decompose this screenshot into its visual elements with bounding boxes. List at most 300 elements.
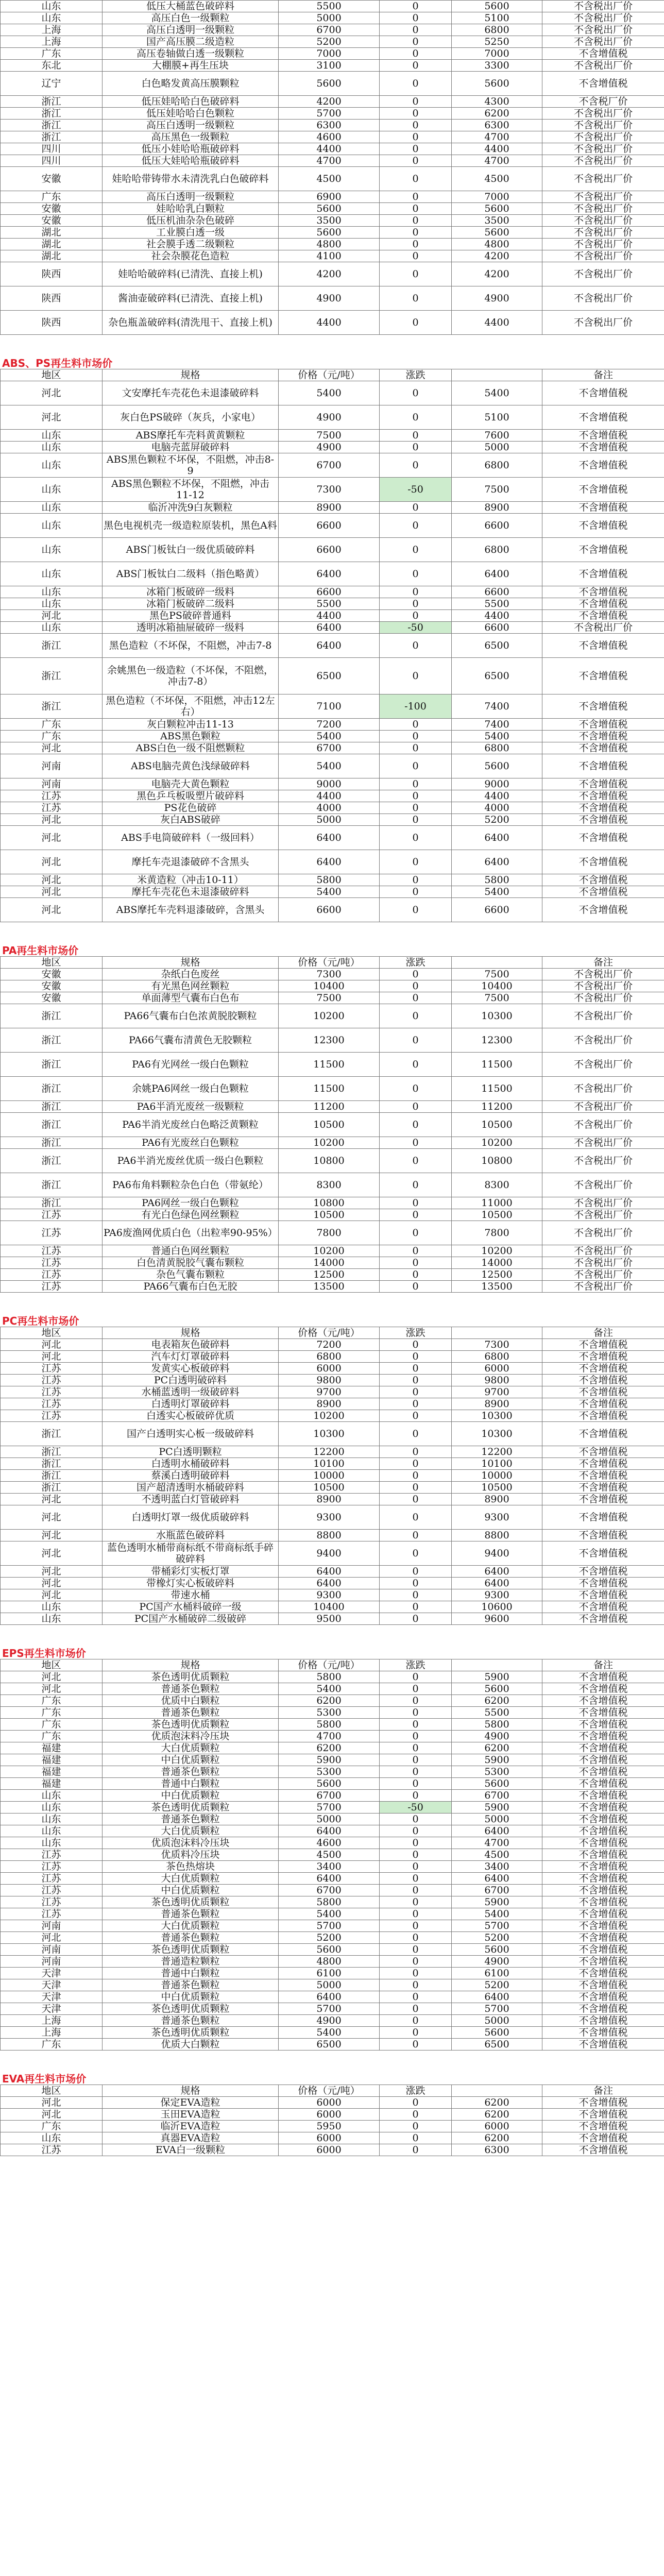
region-cell: 河北 xyxy=(1,381,103,405)
region-cell: 河北 xyxy=(1,405,103,430)
change-cell: 0 xyxy=(380,72,452,96)
column-header: 备注 xyxy=(542,369,664,381)
change-cell: 0 xyxy=(380,2109,452,2121)
change-cell: 0 xyxy=(380,538,452,562)
region-cell: 浙江 xyxy=(1,634,103,658)
price-cell: 4700 xyxy=(279,155,380,167)
note-cell: 不含增值税 xyxy=(542,598,664,610)
section-title: PA再生料市场价 xyxy=(2,944,79,957)
spec-cell: 不透明蓝白灯管破碎料 xyxy=(103,1494,279,1505)
change-cell: 0 xyxy=(380,227,452,239)
previous-price-cell: 14000 xyxy=(452,1257,542,1269)
note-cell: 不含增值税 xyxy=(542,658,664,694)
region-cell: 河北 xyxy=(1,1494,103,1505)
change-cell: 0 xyxy=(380,203,452,215)
note-cell: 不含增值税 xyxy=(542,1742,664,1754)
previous-price-cell: 6200 xyxy=(452,1695,542,1707)
note-cell: 不含税出厂价 xyxy=(542,286,664,311)
note-cell: 不含增值税 xyxy=(542,2015,664,2027)
spec-cell: 摩托车壳退漆破碎不含黑头 xyxy=(103,850,279,874)
column-header: 地区 xyxy=(1,369,103,381)
price-cell: 3100 xyxy=(279,60,380,72)
spec-cell: 白透明灯罩一级优质破碎料 xyxy=(103,1505,279,1530)
previous-price-cell: 5300 xyxy=(452,1766,542,1778)
change-cell: 0 xyxy=(380,311,452,335)
spec-cell: 黑色造粒（不坏保，不阻燃，冲击7-8 xyxy=(103,634,279,658)
spec-cell: PA66气囊布白色无胶 xyxy=(103,1281,279,1293)
change-cell: 0 xyxy=(380,1896,452,1908)
change-cell: 0 xyxy=(380,1458,452,1470)
previous-price-cell: 12200 xyxy=(452,1446,542,1458)
note-cell: 不含税出厂价 xyxy=(542,1077,664,1101)
price-cell: 9300 xyxy=(279,1505,380,1530)
price-cell: 11500 xyxy=(279,1053,380,1077)
region-cell: 浙江 xyxy=(1,1197,103,1209)
note-cell: 不含增值税 xyxy=(542,634,664,658)
change-cell: 0 xyxy=(380,108,452,120)
region-cell: 山东 xyxy=(1,502,103,514)
change-cell: 0 xyxy=(380,1589,452,1601)
previous-price-cell: 5600 xyxy=(452,1683,542,1695)
spec-cell: 茶色透明优质颗粒 xyxy=(103,1896,279,1908)
price-cell: 6700 xyxy=(279,453,380,478)
table-row xyxy=(1,1149,664,1173)
change-cell: 0 xyxy=(380,1173,452,1197)
region-cell: 上海 xyxy=(1,2027,103,2039)
region-cell: 安徽 xyxy=(1,992,103,1004)
price-cell: 5400 xyxy=(279,2027,380,2039)
note-cell: 不含税出厂价 xyxy=(542,143,664,155)
previous-price-cell: 9700 xyxy=(452,1386,542,1398)
column-header: 地区 xyxy=(1,2085,103,2097)
region-cell: 江苏 xyxy=(1,790,103,802)
previous-price-cell: 6200 xyxy=(452,1742,542,1754)
region-cell: 山东 xyxy=(1,1814,103,1825)
spec-cell: 普通茶色颗粒 xyxy=(103,1932,279,1944)
change-cell: 0 xyxy=(380,778,452,790)
column-header: 规格 xyxy=(103,2085,279,2097)
price-cell: 8300 xyxy=(279,1173,380,1197)
note-cell: 不含增值税 xyxy=(542,1861,664,1873)
table-header-row xyxy=(1,369,664,381)
previous-price-cell: 10400 xyxy=(452,980,542,992)
note-cell: 不含增值税 xyxy=(542,430,664,442)
table-header-row xyxy=(1,1659,664,1671)
column-header: 涨跌 xyxy=(380,1327,452,1339)
note-cell: 不含增值税 xyxy=(542,1422,664,1446)
column-header: 备注 xyxy=(542,1659,664,1671)
previous-price-cell: 5200 xyxy=(452,1979,542,1991)
change-cell: 0 xyxy=(380,1790,452,1802)
previous-price-cell: 5600 xyxy=(452,72,542,96)
price-cell: 4900 xyxy=(279,442,380,453)
previous-price-cell: 5000 xyxy=(452,2015,542,2027)
price-cell: 10200 xyxy=(279,1245,380,1257)
change-cell: 0 xyxy=(380,1991,452,2003)
previous-price-cell: 6400 xyxy=(452,1873,542,1885)
table-row xyxy=(1,1363,664,1375)
spec-cell: 冰箱门板破碎一级料 xyxy=(103,586,279,598)
spec-cell: 国产超清透明水桶破碎料 xyxy=(103,1482,279,1494)
change-cell: 0 xyxy=(380,453,452,478)
price-cell: 6400 xyxy=(279,1991,380,2003)
region-cell: 山东 xyxy=(1,1802,103,1814)
note-cell: 不含增值税 xyxy=(542,1339,664,1351)
region-cell: 河北 xyxy=(1,1671,103,1683)
table-row xyxy=(1,1053,664,1077)
region-cell: 浙江 xyxy=(1,120,103,131)
note-cell: 不含增值税 xyxy=(542,1908,664,1920)
change-cell: 0 xyxy=(380,1920,452,1932)
region-cell: 江苏 xyxy=(1,1410,103,1422)
region-cell: 浙江 xyxy=(1,1422,103,1446)
price-cell: 5600 xyxy=(279,1944,380,1956)
spec-cell: 茶色热熔块 xyxy=(103,1861,279,1873)
spec-cell: 优质泡沫料冷压块 xyxy=(103,1731,279,1742)
table-row xyxy=(1,1873,664,1885)
region-cell: 安徽 xyxy=(1,980,103,992)
region-cell: 陕西 xyxy=(1,311,103,335)
region-cell: 河北 xyxy=(1,874,103,886)
price-cell: 6000 xyxy=(279,2132,380,2144)
spec-cell: 杂色瓶盖破碎料(清洗甩干、直接上机) xyxy=(103,311,279,335)
previous-price-cell: 6600 xyxy=(452,898,542,922)
price-section xyxy=(0,1293,664,1625)
spec-cell: 茶色透明优质颗粒 xyxy=(103,2027,279,2039)
spec-cell: 余姚黑色一级造粒（不坏保，不阻燃，冲击7-8） xyxy=(103,658,279,694)
price-cell: 7200 xyxy=(279,1339,380,1351)
change-cell: 0 xyxy=(380,1968,452,1979)
spec-cell: 酱油壶破碎料(已清洗、直接上机) xyxy=(103,286,279,311)
table-row xyxy=(1,778,664,790)
previous-price-cell: 6200 xyxy=(452,2132,542,2144)
previous-price-cell: 7000 xyxy=(452,191,542,203)
price-cell: 10800 xyxy=(279,1197,380,1209)
spec-cell: 蔡溪白透明破碎料 xyxy=(103,1470,279,1482)
note-cell: 不含税出厂价 xyxy=(542,1209,664,1221)
column-header xyxy=(452,369,542,381)
spec-cell: PS花色破碎 xyxy=(103,802,279,814)
column-header: 备注 xyxy=(542,957,664,969)
region-cell: 山东 xyxy=(1,598,103,610)
note-cell: 不含增值税 xyxy=(542,1778,664,1790)
price-table xyxy=(0,956,664,1293)
change-cell: 0 xyxy=(380,1221,452,1245)
note-cell: 不含增值税 xyxy=(542,2109,664,2121)
region-cell: 山东 xyxy=(1,586,103,598)
previous-price-cell: 10300 xyxy=(452,1422,542,1446)
note-cell: 不含税出厂价 xyxy=(542,167,664,191)
table-row xyxy=(1,538,664,562)
price-cell: 4200 xyxy=(279,262,380,286)
table-row xyxy=(1,1339,664,1351)
column-header: 规格 xyxy=(103,1327,279,1339)
region-cell: 河北 xyxy=(1,1578,103,1589)
note-cell: 不含税出厂价 xyxy=(542,311,664,335)
note-cell: 不含税出厂价 xyxy=(542,1173,664,1197)
change-cell: 0 xyxy=(380,1269,452,1281)
change-cell: 0 xyxy=(380,2027,452,2039)
previous-price-cell: 5700 xyxy=(452,2003,542,2015)
previous-price-cell: 4700 xyxy=(452,1837,542,1849)
table-row xyxy=(1,1968,664,1979)
table-row xyxy=(1,215,664,227)
change-cell: 0 xyxy=(380,1077,452,1101)
note-cell: 不含增值税 xyxy=(542,814,664,826)
price-cell: 10800 xyxy=(279,1149,380,1173)
change-cell: 0 xyxy=(380,2039,452,2050)
section-gap xyxy=(0,1625,664,1648)
price-cell: 5400 xyxy=(279,731,380,742)
spec-cell: 低压娃哈哈白色破碎料 xyxy=(103,96,279,108)
previous-price-cell: 5100 xyxy=(452,12,542,24)
region-cell: 江苏 xyxy=(1,1386,103,1398)
previous-price-cell: 12500 xyxy=(452,1269,542,1281)
spec-cell: 普通白色网丝颗粒 xyxy=(103,1245,279,1257)
table-row xyxy=(1,1101,664,1113)
previous-price-cell: 8900 xyxy=(452,502,542,514)
spec-cell: 白透明灯罩破碎料 xyxy=(103,1398,279,1410)
previous-price-cell: 4200 xyxy=(452,250,542,262)
spec-cell: 娃哈哈破碎料(已清洗、直接上机) xyxy=(103,262,279,286)
spec-cell: 大白优质颗粒 xyxy=(103,1920,279,1932)
spec-cell: 高压白透明一级颗粒 xyxy=(103,191,279,203)
price-cell: 9400 xyxy=(279,1541,380,1566)
price-cell: 10200 xyxy=(279,1410,380,1422)
spec-cell: 优质料冷压块 xyxy=(103,1849,279,1861)
price-section xyxy=(0,922,664,1293)
note-cell: 不含税出厂价 xyxy=(542,1281,664,1293)
note-cell: 不含增值税 xyxy=(542,1541,664,1566)
previous-price-cell: 6500 xyxy=(452,658,542,694)
spec-cell: 茶色透明优质颗粒 xyxy=(103,1944,279,1956)
change-cell: 0 xyxy=(380,442,452,453)
spec-cell: PA6半消光废丝一级颗粒 xyxy=(103,1101,279,1113)
table-row xyxy=(1,658,664,694)
spec-cell: 摩托车壳花色未退漆破碎料 xyxy=(103,886,279,898)
region-cell: 福建 xyxy=(1,1754,103,1766)
table-row xyxy=(1,2144,664,2156)
region-cell: 江苏 xyxy=(1,1398,103,1410)
table-row xyxy=(1,969,664,980)
price-cell: 4500 xyxy=(279,167,380,191)
region-cell: 河北 xyxy=(1,1339,103,1351)
note-cell: 不含增值税 xyxy=(542,1671,664,1683)
previous-price-cell: 8900 xyxy=(452,1494,542,1505)
price-cell: 6000 xyxy=(279,2109,380,2121)
region-cell: 河南 xyxy=(1,1956,103,1968)
region-cell: 天津 xyxy=(1,1979,103,1991)
region-cell: 江苏 xyxy=(1,1269,103,1281)
change-cell: 0 xyxy=(380,802,452,814)
table-row xyxy=(1,826,664,850)
previous-price-cell: 11000 xyxy=(452,1197,542,1209)
note-cell: 不含增值税 xyxy=(542,1719,664,1731)
previous-price-cell: 5600 xyxy=(452,227,542,239)
note-cell: 不含税出厂价 xyxy=(542,239,664,250)
price-cell: 5800 xyxy=(279,1671,380,1683)
change-cell: 0 xyxy=(380,191,452,203)
region-cell: 浙江 xyxy=(1,1173,103,1197)
change-cell: 0 xyxy=(380,1053,452,1077)
change-cell: 0 xyxy=(380,814,452,826)
table-row xyxy=(1,1541,664,1566)
change-cell: 0 xyxy=(380,36,452,48)
spec-cell: 普通茶色颗粒 xyxy=(103,1814,279,1825)
change-cell: 0 xyxy=(380,850,452,874)
price-cell: 6400 xyxy=(279,826,380,850)
spec-cell: 水瓶蓝色破碎料 xyxy=(103,1530,279,1541)
price-cell: 5800 xyxy=(279,874,380,886)
region-cell: 山东 xyxy=(1,1613,103,1625)
price-cell: 6200 xyxy=(279,1695,380,1707)
spec-cell: 临沂EVA造粒 xyxy=(103,2121,279,2132)
note-cell: 不含税厂价 xyxy=(542,96,664,108)
previous-price-cell: 6600 xyxy=(452,586,542,598)
table-row xyxy=(1,874,664,886)
note-cell: 不含增值税 xyxy=(542,1683,664,1695)
previous-price-cell: 7000 xyxy=(452,48,542,60)
price-cell: 6700 xyxy=(279,24,380,36)
price-cell: 6600 xyxy=(279,538,380,562)
spec-cell: 茶色透明优质颗粒 xyxy=(103,2003,279,2015)
price-cell: 6400 xyxy=(279,634,380,658)
previous-price-cell: 11500 xyxy=(452,1053,542,1077)
previous-price-cell: 7500 xyxy=(452,992,542,1004)
change-cell: 0 xyxy=(380,1707,452,1719)
change-cell: -50 xyxy=(380,1802,452,1814)
note-cell: 不含增值税 xyxy=(542,1410,664,1422)
table-row xyxy=(1,694,664,719)
price-cell: 7500 xyxy=(279,430,380,442)
spec-cell: ABS电脑壳黄色浅绿破碎料 xyxy=(103,754,279,778)
spec-cell: 茶色透明优质颗粒 xyxy=(103,1671,279,1683)
previous-price-cell: 10200 xyxy=(452,1245,542,1257)
change-cell: 0 xyxy=(380,1028,452,1053)
price-table xyxy=(0,0,664,335)
table-row xyxy=(1,1802,664,1814)
table-row xyxy=(1,1956,664,1968)
spec-cell: 普通中白颗粒 xyxy=(103,1968,279,1979)
note-cell: 不含增值税 xyxy=(542,1494,664,1505)
spec-cell: 白色清黄脱胶气囊布颗粒 xyxy=(103,1257,279,1269)
note-cell: 不含增值税 xyxy=(542,1814,664,1825)
price-cell: 10100 xyxy=(279,1458,380,1470)
spec-cell: PA66气囊布清黄色无胶颗粒 xyxy=(103,1028,279,1053)
note-cell: 不含增值税 xyxy=(542,1566,664,1578)
change-cell: 0 xyxy=(380,167,452,191)
previous-price-cell: 5600 xyxy=(452,1778,542,1790)
previous-price-cell: 7300 xyxy=(452,1339,542,1351)
section-title: EPS再生料市场价 xyxy=(2,1647,86,1659)
spec-cell: PA6网丝一级白色颗粒 xyxy=(103,1197,279,1209)
price-cell: 6700 xyxy=(279,1790,380,1802)
spec-cell: 高压白透明一级颗粒 xyxy=(103,120,279,131)
previous-price-cell: 3400 xyxy=(452,1861,542,1873)
price-cell: 6100 xyxy=(279,1968,380,1979)
note-cell: 不含增值税 xyxy=(542,502,664,514)
previous-price-cell: 6300 xyxy=(452,120,542,131)
region-cell: 江苏 xyxy=(1,1245,103,1257)
table-row xyxy=(1,2132,664,2144)
table-row xyxy=(1,1790,664,1802)
change-cell: 0 xyxy=(380,286,452,311)
previous-price-cell: 8300 xyxy=(452,1173,542,1197)
previous-price-cell: 5700 xyxy=(452,1920,542,1932)
region-cell: 河北 xyxy=(1,886,103,898)
spec-cell: 单面薄型气囊布白色布 xyxy=(103,992,279,1004)
change-cell: 0 xyxy=(380,1398,452,1410)
previous-price-cell: 6000 xyxy=(452,2121,542,2132)
note-cell: 不含增值税 xyxy=(542,731,664,742)
spec-cell: 黑色PS破碎普通料 xyxy=(103,610,279,622)
previous-price-cell: 4700 xyxy=(452,131,542,143)
note-cell: 不含增值税 xyxy=(542,514,664,538)
price-cell: 10200 xyxy=(279,1004,380,1028)
price-cell: 7100 xyxy=(279,694,380,719)
change-cell: 0 xyxy=(380,1956,452,1968)
change-cell: 0 xyxy=(380,1113,452,1137)
price-cell: 12200 xyxy=(279,1446,380,1458)
region-cell: 福建 xyxy=(1,1766,103,1778)
price-cell: 5950 xyxy=(279,2121,380,2132)
spec-cell: ABS门板钛白一级优质破碎料 xyxy=(103,538,279,562)
previous-price-cell: 6500 xyxy=(452,2039,542,2050)
spec-cell: 水桶蓝透明一级破碎料 xyxy=(103,1386,279,1398)
region-cell: 江苏 xyxy=(1,1375,103,1386)
region-cell: 四川 xyxy=(1,143,103,155)
price-cell: 7500 xyxy=(279,992,380,1004)
spec-cell: 杂纸白色废丝 xyxy=(103,969,279,980)
region-cell: 陕西 xyxy=(1,262,103,286)
change-cell: 0 xyxy=(380,1861,452,1873)
change-cell: 0 xyxy=(380,1683,452,1695)
change-cell: 0 xyxy=(380,1363,452,1375)
price-cell: 5200 xyxy=(279,1932,380,1944)
note-cell: 不含税出厂价 xyxy=(542,1028,664,1053)
price-cell: 6600 xyxy=(279,514,380,538)
table-row xyxy=(1,586,664,598)
region-cell: 山东 xyxy=(1,1,103,12)
spec-cell: 普通茶色颗粒 xyxy=(103,1707,279,1719)
region-cell: 河北 xyxy=(1,814,103,826)
price-cell: 11500 xyxy=(279,1077,380,1101)
price-cell: 5000 xyxy=(279,1814,380,1825)
price-cell: 5000 xyxy=(279,814,380,826)
region-cell: 浙江 xyxy=(1,1482,103,1494)
table-row xyxy=(1,1422,664,1446)
previous-price-cell: 7400 xyxy=(452,719,542,731)
spec-cell: 有光黑色网丝颗粒 xyxy=(103,980,279,992)
region-cell: 江苏 xyxy=(1,1209,103,1221)
change-cell: 0 xyxy=(380,1482,452,1494)
table-row xyxy=(1,992,664,1004)
price-cell: 6600 xyxy=(279,586,380,598)
price-cell: 6200 xyxy=(279,1742,380,1754)
region-cell: 河北 xyxy=(1,2109,103,2121)
change-cell: 0 xyxy=(380,60,452,72)
price-table xyxy=(0,369,664,922)
section-gap xyxy=(0,2050,664,2073)
price-cell: 5700 xyxy=(279,1802,380,1814)
region-cell: 河北 xyxy=(1,1589,103,1601)
column-header xyxy=(452,1659,542,1671)
spec-cell: ABS白色一级不阻燃颗粒 xyxy=(103,742,279,754)
region-cell: 河北 xyxy=(1,1530,103,1541)
spec-cell: 大白优质颗粒 xyxy=(103,1825,279,1837)
region-cell: 浙江 xyxy=(1,108,103,120)
spec-cell: 中白优质颗粒 xyxy=(103,1885,279,1896)
